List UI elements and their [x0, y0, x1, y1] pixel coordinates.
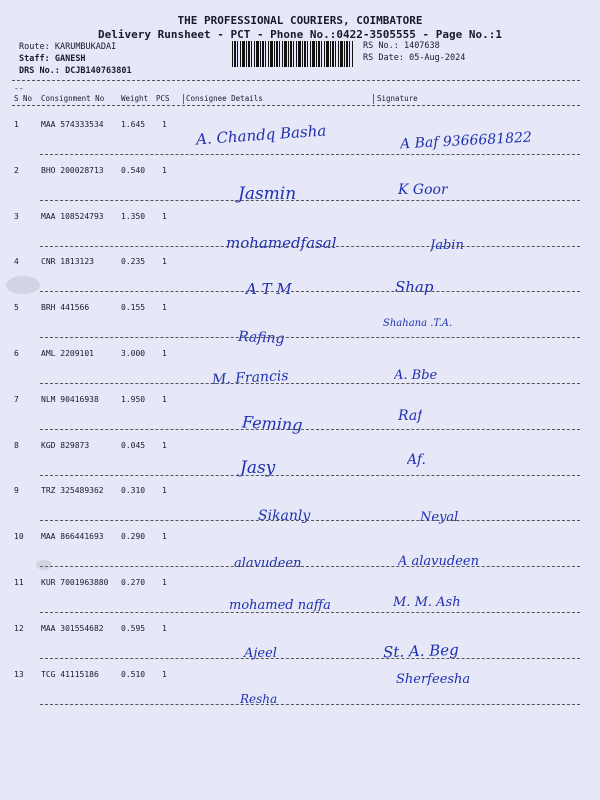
row-weight: 0.595: [121, 623, 146, 633]
row-divider: [40, 658, 580, 659]
row-signature: M. M. Ash: [393, 595, 461, 610]
row-pcs: 1: [162, 120, 167, 129]
row-sno: 9: [14, 486, 19, 496]
row-consignment-no: TRZ 325489362: [41, 486, 104, 496]
col-weight: Weight: [121, 94, 149, 103]
row-signature: A alavudeen: [398, 554, 479, 569]
row-sno: 4: [14, 257, 19, 267]
row-sno: 6: [14, 349, 19, 358]
row-weight: 1.645: [121, 120, 146, 129]
rs-no-value: 1407638: [403, 41, 440, 51]
row-weight: 0.235: [121, 257, 146, 267]
row-pcs: 1: [162, 165, 167, 175]
col-sno: S No: [14, 94, 33, 103]
company-title: THE PROFESSIONAL COURIERS, COIMBATORE: [177, 14, 423, 27]
rs-date-value: 05-Aug-2024: [409, 53, 466, 63]
staff-value: GANESH: [54, 54, 86, 64]
row-consignee-handwriting: M. Francis: [211, 368, 289, 388]
row-pcs: 1: [162, 257, 167, 267]
row-weight: 0.540: [121, 165, 146, 175]
row-consignment-no: KGD 829873: [41, 440, 90, 450]
row-divider: [40, 246, 580, 247]
row-divider: [40, 475, 580, 476]
col-sep: [373, 94, 374, 104]
rs-no-label: RS No.:: [363, 41, 399, 51]
row-consignee-handwriting: Ajeel: [244, 646, 277, 661]
rs-date-line: [363, 53, 465, 63]
row-consignment-no: CNR 1813123: [41, 257, 94, 267]
row-divider: [40, 612, 580, 613]
row-signature: Shap: [395, 278, 434, 296]
drs-line: [19, 66, 132, 76]
row-consignee-handwriting: Resha: [240, 692, 278, 706]
row-consignment-no: KUR 7001963880: [41, 578, 109, 587]
row-divider: [40, 383, 580, 384]
row-sno: 3: [14, 211, 19, 221]
scan-stain: [36, 560, 52, 570]
rs-no-line: [363, 41, 440, 51]
runsheet-subtitle: Delivery Runsheet - PCT - Phone No.:0422-3505555 - Page No.:1: [98, 28, 502, 41]
row-consignment-no: BHO 200028713: [41, 165, 104, 175]
row-sno: 8: [14, 440, 19, 450]
route-label: Route:: [19, 42, 50, 52]
staff-label: Staff:: [19, 54, 50, 64]
row-pcs: 1: [162, 394, 167, 404]
row-sno: 12: [14, 623, 24, 633]
row-divider: [40, 429, 580, 430]
row-consignee-handwriting: A. Chandq Basha: [195, 121, 327, 149]
row-consignee-handwriting: Jasy: [240, 458, 276, 478]
row-sno: 2: [14, 165, 19, 175]
row-consignment-no: AML 2209101: [41, 349, 94, 358]
col-pcs: PCS: [156, 94, 170, 103]
row-weight: 0.310: [121, 486, 146, 496]
row-weight: 1.350: [121, 211, 146, 221]
row-consignee-handwriting: A T M: [246, 280, 292, 298]
row-divider: [40, 520, 580, 521]
row-sno: 1: [14, 120, 19, 129]
divider: [12, 80, 580, 81]
row-divider: [40, 200, 580, 201]
row-consignee-handwriting: Feming: [241, 412, 303, 435]
row-signature: Sherfeesha: [396, 672, 471, 687]
row-weight: 0.045: [121, 440, 146, 450]
row-divider: [40, 566, 580, 567]
route-value: KARUMBUKADAI: [54, 42, 117, 52]
row-pcs: 1: [162, 532, 167, 542]
row-divider: [40, 704, 580, 705]
row-signature: A. Bbe: [394, 368, 438, 383]
row-weight: 0.290: [121, 532, 146, 542]
row-pcs: 1: [162, 440, 167, 450]
row-consignee-handwriting: Sikanly: [258, 508, 311, 524]
row-divider: [40, 291, 580, 292]
row-sno: 5: [14, 303, 19, 313]
staff-line: [19, 54, 86, 64]
row-consignee-handwriting: mohamedfasal: [226, 234, 337, 252]
row-weight: 3.000: [121, 349, 146, 358]
row-pcs: 1: [162, 349, 167, 358]
row-signature: Jabin: [430, 238, 464, 253]
row-consignment-no: MAA 301554682: [41, 623, 104, 633]
col-consignee: Consignee Details: [186, 94, 263, 103]
row-consignee-handwriting: mohamed naffa: [229, 598, 331, 613]
row-weight: 1.950: [121, 394, 146, 404]
row-weight: 0.510: [121, 669, 146, 679]
row-pcs: 1: [162, 303, 167, 313]
dash-mark: --: [14, 84, 24, 93]
row-signature: K Goor: [398, 182, 448, 198]
row-signature: Neyal: [420, 510, 459, 525]
row-divider: [40, 154, 580, 155]
row-signature: A Baf 9366681822: [399, 129, 533, 153]
row-sno: 11: [14, 578, 24, 587]
row-consignment-no: NLM 90416938: [41, 394, 99, 404]
rs-date-label: RS Date:: [363, 53, 404, 63]
row-pcs: 1: [162, 623, 167, 633]
row-consignment-no: MAA 574333534: [41, 120, 104, 129]
row-sno: 10: [14, 532, 24, 542]
row-consignment-no: BRH 441566: [41, 303, 90, 313]
scan-stain: [6, 276, 40, 294]
drs-label: DRS No.:: [19, 66, 60, 76]
row-signature: St. A. Beg: [382, 640, 460, 662]
row-consignment-no: MAA 866441693: [41, 532, 104, 542]
row-consignment-no: TCG 41115186: [41, 669, 99, 679]
row-consignee-handwriting: Jasmin: [238, 184, 297, 204]
row-sno: 7: [14, 394, 19, 404]
col-signature: Signature: [377, 94, 418, 103]
col-sep: [183, 94, 184, 104]
row-consignee-handwriting: alavudeen: [234, 556, 302, 571]
row-weight: 0.270: [121, 578, 146, 587]
row-pcs: 1: [162, 669, 167, 679]
row-pcs: 1: [162, 486, 167, 496]
row-consignee-handwriting: Rafing: [237, 328, 285, 348]
row-divider: [40, 337, 580, 338]
route-line: [19, 42, 116, 52]
row-signature: Shahana .T.A.: [383, 318, 453, 329]
barcode: [232, 41, 354, 67]
row-sno: 13: [14, 669, 24, 679]
row-signature: Af.: [407, 452, 426, 468]
col-consignment: Consignment No: [41, 94, 105, 103]
row-weight: 0.155: [121, 303, 146, 313]
row-pcs: 1: [162, 211, 167, 221]
row-signature: Raf: [398, 408, 423, 424]
header-divider: [12, 105, 580, 106]
drs-value: DCJB140763801: [65, 66, 132, 76]
row-consignment-no: MAA 108524793: [41, 211, 104, 221]
row-pcs: 1: [162, 578, 167, 587]
